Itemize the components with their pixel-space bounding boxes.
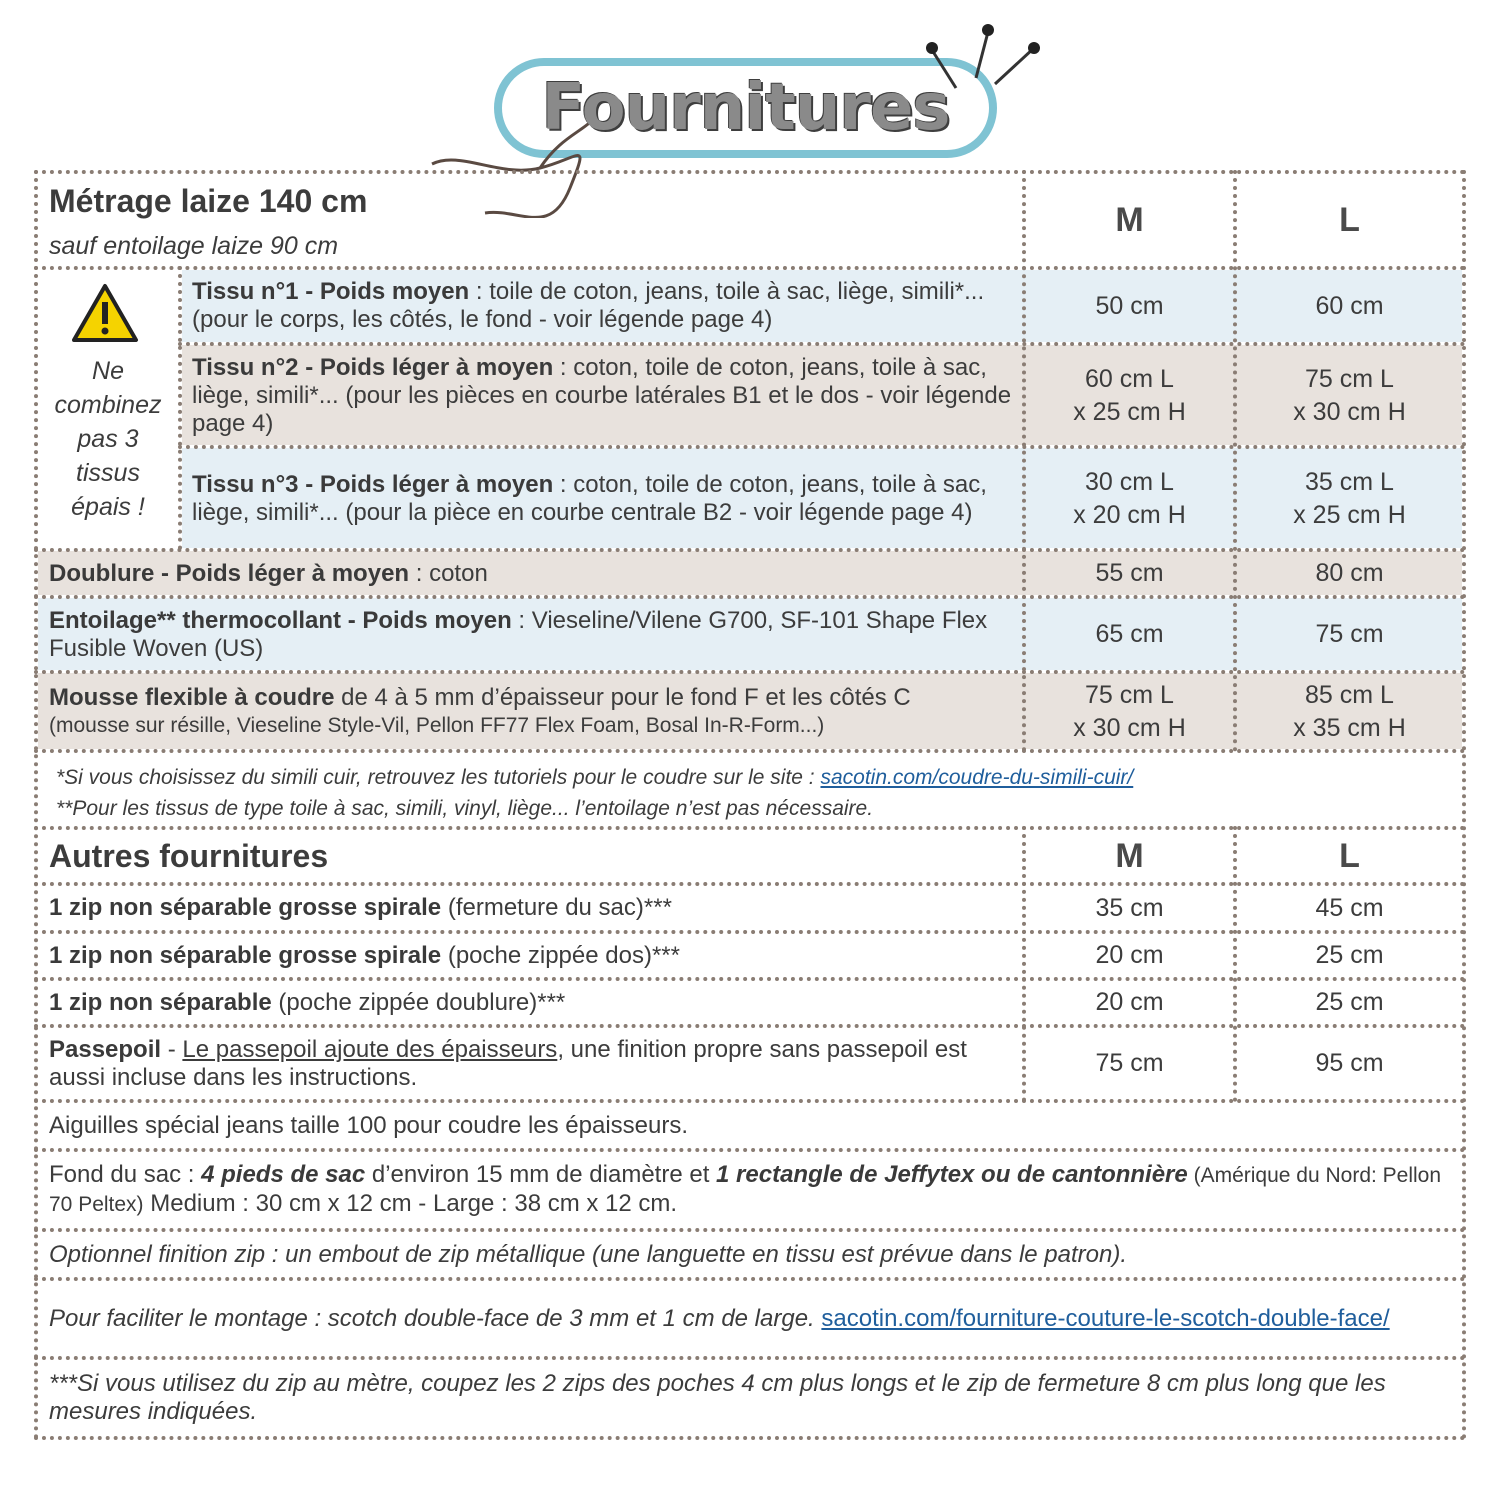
fabric-heading: Métrage laize 140 cm [49, 183, 368, 219]
optionnel-row: Optionnel finition zip : un embout de zip métallique (une languette en tissu est prévue dans le patron). [49, 1240, 1127, 1268]
value-m: 35 cm [1095, 893, 1164, 922]
fabric-row-mousse: Mousse flexible à coudre de 4 à 5 mm d’épaisseur pour le fond F et les côtés C (mousse sur résille, Vieseline Style-Vil, Pellon FF77 Flex Foam, Bosal In-R-Form...) [49, 683, 911, 737]
other-heading: Autres fournitures [49, 838, 329, 874]
warning-text: Ne combinez pas 3 tissus épais ! [54, 357, 162, 521]
value-l: 85 cm L x 35 cm H [1293, 680, 1406, 742]
value-m: 55 cm [1095, 559, 1164, 587]
grid-line [178, 266, 182, 550]
page-title: Fournitures [541, 71, 950, 145]
scotch-link[interactable]: sacotin.com/fourniture-couture-le-scotch-double-face/ [821, 1304, 1390, 1332]
supply-row: 1 zip non séparable grosse spirale (poche zippée dos)*** [49, 941, 680, 969]
simili-cuir-link[interactable]: sacotin.com/coudre-du-simili-cuir/ [820, 766, 1134, 789]
fabric-row-doublure: Doublure - Poids léger à moyen : coton [49, 559, 488, 587]
fabric-row-tissu2: Tissu n°2 - Poids léger à moyen : coton, toile de coton, jeans, toile à sac, liège, simili*... (pour les pièces en courbe latérales B1 et le dos - voir légende page 4) [192, 353, 1012, 437]
value-l: 35 cm L x 25 cm H [1293, 467, 1406, 529]
value-m: 75 cm [1095, 1049, 1164, 1077]
supply-row-passepoil: Passepoil - Le passepoil ajoute des épaisseurs, une finition propre sans passepoil est aussi incluse dans les instructions. [49, 1035, 967, 1091]
fabric-notes: *Si vous choisissez du simili cuir, retrouvez les tutoriels pour le coudre sur le site : sacotin.com/coudre-du-simili-cuir/ **Pour les tissus de type toile à sac, simili, vinyl, liège... l’entoilage n’est pas nécessaire. [56, 766, 1134, 820]
grid-line [34, 749, 1466, 753]
value-l: 25 cm [1315, 941, 1384, 969]
supply-row: 1 zip non séparable grosse spirale (fermeture du sac)*** [49, 894, 672, 921]
col-header-m: M [1115, 200, 1144, 239]
grid-line [1462, 170, 1466, 1440]
value-l: 75 cm L x 30 cm H [1293, 364, 1406, 426]
col-header-l: L [1339, 836, 1360, 875]
value-m: 65 cm [1095, 620, 1164, 648]
fabric-subheading: sauf entoilage laize 90 cm [49, 232, 339, 260]
value-l: 95 cm [1315, 1049, 1384, 1077]
value-m: 50 cm [1095, 291, 1164, 320]
value-l: 60 cm [1315, 291, 1384, 320]
zip-note-row: ***Si vous utilisez du zip au mètre, coupez les 2 zips des poches 4 cm plus longs et le zip de fermeture 8 cm plus long que les mesures indiquées. [49, 1370, 1386, 1425]
fabric-row-tissu3: Tissu n°3 - Poids léger à moyen : coton, toile de coton, jeans, toile à sac, liège, simili*... (pour la pièce en courbe centrale B2 - voir légende page 4) [192, 470, 987, 526]
value-l: 80 cm [1315, 559, 1384, 587]
value-l: 25 cm [1315, 988, 1384, 1016]
supply-row: 1 zip non séparable (poche zippée doublure)*** [49, 988, 566, 1016]
value-m: 75 cm L x 30 cm H [1073, 680, 1186, 742]
value-m: 60 cm L x 25 cm H [1073, 364, 1186, 426]
col-header-m: M [1115, 836, 1144, 875]
scotch-row: Pour faciliter le montage : scotch double-face de 3 mm et 1 cm de large. sacotin.com/fourniture-couture-le-scotch-double-face/ [49, 1304, 1390, 1332]
warning-icon [70, 282, 140, 344]
warning-block [38, 270, 178, 548]
value-l: 75 cm [1315, 620, 1384, 648]
value-l: 45 cm [1315, 893, 1384, 922]
grid-line [34, 1436, 1466, 1440]
aiguilles-row: Aiguilles spécial jeans taille 100 pour coudre les épaisseurs. [49, 1111, 689, 1139]
value-m: 20 cm [1095, 988, 1164, 1016]
fond-row: Fond du sac : 4 pieds de sac d’environ 15 mm de diamètre et 1 rectangle de Jeffytex ou de cantonnière (Amérique du Nord: Pellon 70 Peltex) Medium : 30 cm x 12 cm - Large : 38 cm x 12 cm. [49, 1161, 1442, 1217]
value-m: 30 cm L x 20 cm H [1073, 467, 1186, 529]
fabric-row-entoilage: Entoilage** thermocollant - Poids moyen : Vieseline/Vilene G700, SF-101 Shape Flex Fusible Woven (US) [49, 606, 988, 662]
fabric-row-tissu1: Tissu n°1 - Poids moyen : toile de coton, jeans, toile à sac, liège, simili*... (pour le corps, les côtés, le fond - voir légende page 4) [192, 278, 985, 333]
col-header-l: L [1339, 200, 1360, 239]
value-m: 20 cm [1095, 941, 1164, 969]
title-banner [420, 18, 1070, 218]
